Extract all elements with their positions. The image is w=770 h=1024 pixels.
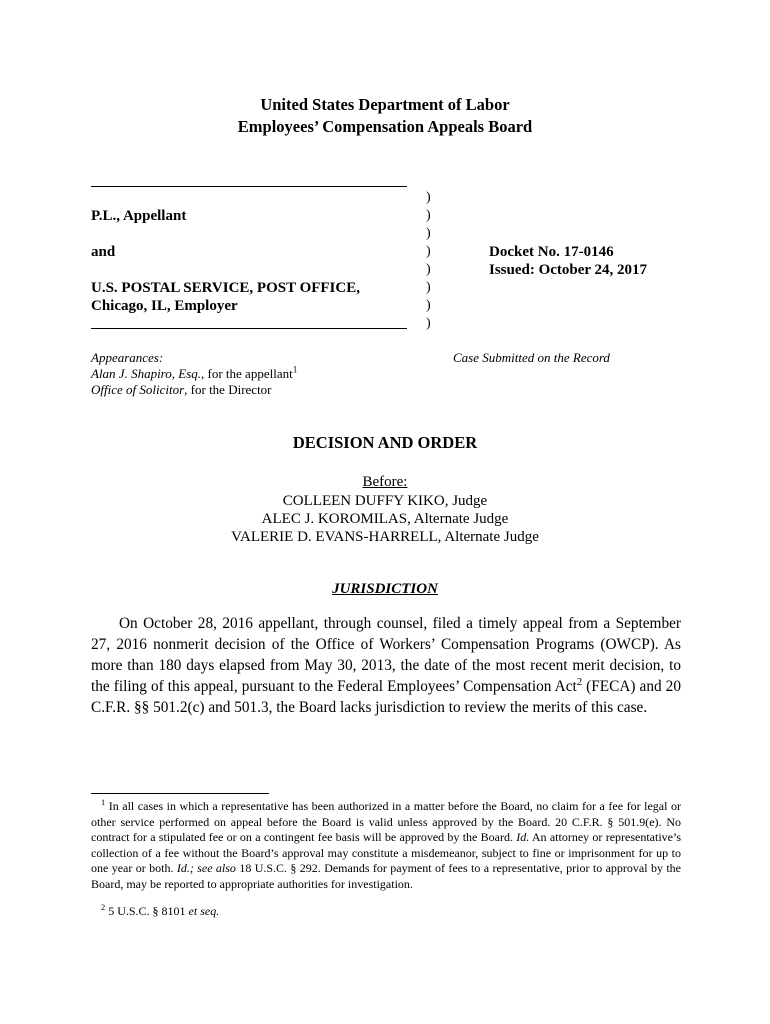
footnote-2 [91,904,681,920]
employer-line-1: U.S. POSTAL SERVICE, POST OFFICE, [91,280,360,296]
appellant-name: P.L., Appellant [91,208,187,224]
caption-paren: ) [426,244,431,259]
appellant-counsel-role: , for the appellant [201,366,293,381]
footnote-ref-1: 1 [292,364,298,375]
footnote-2-text: 5 U.S.C. § 8101 [105,904,189,918]
caption-paren: ) [426,208,431,223]
jurisdiction-paragraph [91,613,681,718]
case-submitted-note: Case Submitted on the Record [453,350,610,365]
footnote-1-number: 1 [101,798,106,807]
judge-1: COLLEEN DUFFY KIKO, Judge [282,493,488,509]
director-counsel-name: Office of Solicitor [91,382,185,397]
director-counsel [91,382,272,398]
footnote-1-text: In all cases in which a representative has been authorized in a matter before the Board, no claim for a fee for legal or other service performed on appeal before the Board is valid unless approved by the Board. 20 C.F.R. § 501.9(e). No contract for a stipulated fee or on a contingent fee basis will be approved by the Board. [91,799,681,845]
appellant-counsel-name: Alan J. Shapiro, Esq. [91,366,202,381]
appellant-counsel [91,366,297,382]
before-label: Before: [362,474,408,490]
docket-number: Docket No. 17-0146 [489,244,614,260]
caption-paren: ) [426,262,431,277]
caption-paren: ) [426,298,431,313]
director-counsel-role: , for the Director [184,382,272,397]
footnote-1-id-cite: Id. [516,830,530,845]
judge-2: ALEC J. KOROMILAS, Alternate Judge [261,511,509,527]
footnote-ref-2: 2 [576,675,583,688]
judge-3: VALERIE D. EVANS-HARRELL, Alternate Judge [231,529,539,545]
issued-date: Issued: October 24, 2017 [489,262,648,278]
caption-top-rule [91,186,407,187]
agency-title: United States Department of Labor [260,95,510,114]
caption-paren: ) [426,226,431,241]
board-title: Employees’ Compensation Appeals Board [237,117,533,136]
decision-title: DECISION AND ORDER [292,433,478,452]
caption-paren: ) [426,280,431,295]
footnote-1-text: An attorney or representative’s collection of a fee without the Board’s approval may constitute a misdemeanor, subject to fine or imprisonment for up to one year or both. [91,830,681,876]
caption-paren: ) [426,190,431,205]
caption-paren: ) [426,316,431,331]
jurisdiction-text-2: (FECA) and 20 C.F.R. §§ 501.2(c) and 501.3, the Board lacks jurisdiction to review the merits of this case. [91,678,681,716]
footnote-separator [91,793,269,794]
caption-bottom-rule [91,328,407,329]
footnote-1 [91,799,681,893]
appearances-label: Appearances: [91,350,164,365]
jurisdiction-heading: JURISDICTION [332,581,438,597]
footnote-1-text: 18 U.S.C. § 292. Demands for payment of fees to a representative, prior to approval by the Board, may be reported to appropriate authorities for investigation. [91,861,681,891]
footnote-2-et-seq: et seq. [188,904,220,918]
employer-line-2: Chicago, IL, Employer [91,298,238,314]
jurisdiction-text-1: On October 28, 2016 appellant, through counsel, filed a timely appeal from a September 27, 2016 nonmerit decision of the Office of Workers’ Compensation Programs (OWCP). As more than 180 days elapsed from May 30, 2013, the date of the most recent merit decision, to the filing of this appeal, pursuant to the Federal Employees’ Compensation Act [91,615,681,695]
caption-and: and [91,244,116,260]
footnote-1-see-also: Id.; see also [176,861,236,876]
footnote-2-number: 2 [101,903,106,912]
